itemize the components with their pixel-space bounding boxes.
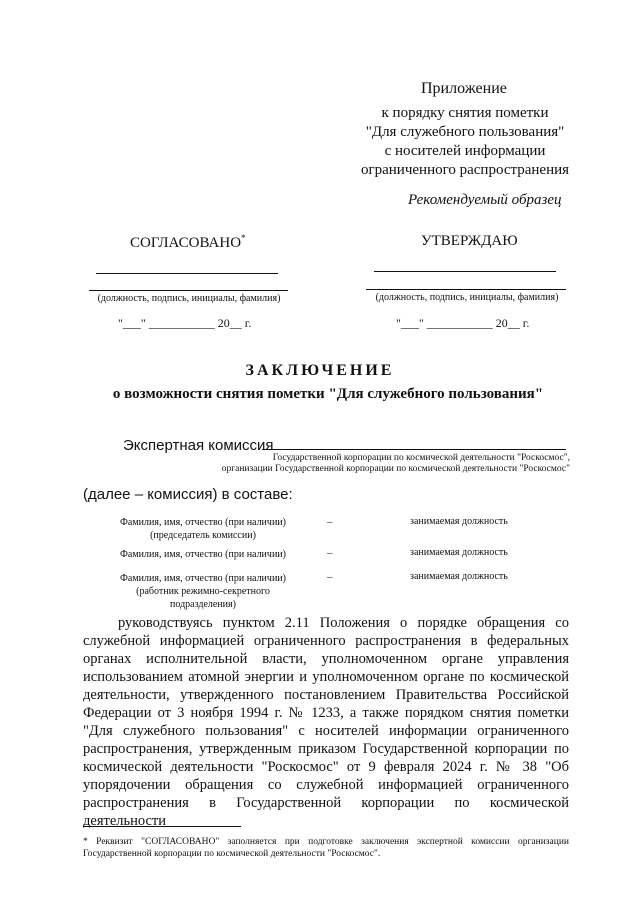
body-paragraph: руководствуясь пунктом 2.11 Положения о порядке обращения со служебной информацией ограниченного распространения в федеральных органах исполнительной власти, уполномоченном органе управления использованием атомной энергии и уполномоченном органе по космической деятельности, утвержденного постановлением Правительства Российской Федерации от 3 ноября 1994 г. № 1233, а также порядком снятия пометки "Для служебного пользования" с носителей информации ограниченного распространения, утвержденным приказом Государственной корпорации по космической деятельности "Роскосмос" от 9 февраля 2024 г. № 38 "Об упорядочении обращения со служебной информацией ограниченного распространения в Государственной корпорации по космической деятельности <box>83 615 569 829</box>
member-name: Фамилия, имя, отчество (при наличии) <box>120 573 286 584</box>
member-dash: – <box>327 516 333 528</box>
approve-label: УТВЕРЖДАЮ <box>421 233 518 249</box>
signature-line-left <box>96 273 278 274</box>
appendix-line: ограниченного распространения <box>360 162 570 178</box>
sample-label: Рекомендуемый образец <box>408 192 562 208</box>
signature-line-right <box>374 271 556 272</box>
caption-line-left <box>89 290 288 291</box>
appendix-line: с носителей информации <box>384 143 546 159</box>
member-regular <box>103 548 303 561</box>
commission-line <box>262 449 566 450</box>
organization-note-line: Государственной корпорации по космической деятельности "Роскосмос", <box>272 453 570 463</box>
body-text <box>83 614 569 830</box>
member-dash: – <box>327 571 333 583</box>
member-name: Фамилия, имя, отчество (при наличии) <box>120 517 286 528</box>
member-position: занимаемая должность <box>410 547 508 558</box>
footnote-marker: * <box>241 233 246 243</box>
signature-caption-left: (должность, подпись, инициалы, фамилия) <box>97 293 281 304</box>
commission-label: Экспертная комиссия <box>123 437 274 454</box>
member-position: занимаемая должность <box>410 571 508 582</box>
document-subtitle: о возможности снятия пометки "Для служебного пользования" <box>112 386 544 402</box>
agreed-label: СОГЛАСОВАНО* <box>130 233 246 251</box>
member-name: Фамилия, имя, отчество (при наличии) <box>120 549 286 560</box>
member-security <box>103 572 303 611</box>
signature-caption-right: (должность, подпись, инициалы, фамилия) <box>375 292 559 303</box>
document-title: ЗАКЛЮЧЕНИЕ <box>245 362 395 379</box>
member-position: занимаемая должность <box>410 516 508 527</box>
organization-note <box>150 453 570 475</box>
appendix-title: Приложение <box>421 80 507 97</box>
member-chairman <box>103 516 303 542</box>
organization-note-line: организации Государственной корпорации по космической деятельности "Роскосмос" <box>221 464 570 474</box>
member-dash: – <box>327 547 333 559</box>
member-role: (председатель комиссии) <box>150 530 256 541</box>
caption-line-right <box>366 289 566 290</box>
date-right: "___" ___________ 20__ г. <box>396 316 530 330</box>
appendix-line: к порядку снятия пометки <box>381 105 549 121</box>
appendix-reference <box>340 104 590 180</box>
appendix-line: "Для служебного пользования" <box>365 124 565 140</box>
footnote-text: * Реквизит "СОГЛАСОВАНО" заполняется при подготовке заключения экспертной комиссии организации Государственной корпорации по космической деятельности "Роскосмос". <box>83 837 569 859</box>
footnote-rule <box>83 826 241 827</box>
member-role: (работник режимно-секретного подразделения) <box>136 586 270 610</box>
commission-composition: (далее – комиссия) в составе: <box>83 486 293 503</box>
date-left: "___" ___________ 20__ г. <box>118 316 252 330</box>
